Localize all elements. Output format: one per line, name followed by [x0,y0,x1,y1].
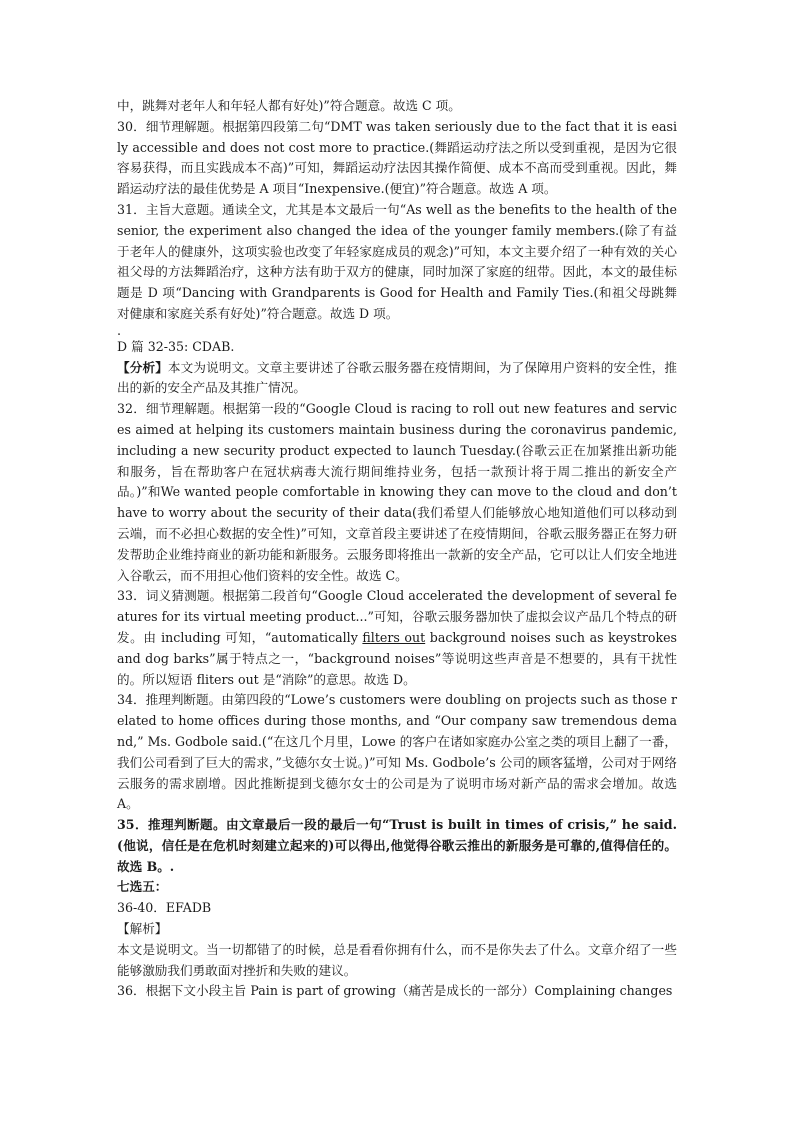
answer-35: 35．推理判断题。由文章最后一段的最后一句“Trust is built in times of crisis,” he said.(他说，信任是在危机时刻建立起来的)可以得出,他觉得谷歌云推出的新服务是可靠的,值得信任的。故选 B。. [117,817,677,874]
section-d-answers: D 篇 32-35: CDAB. [117,338,235,354]
answer-34: 34．推理判断题。由第四段的“Lowe’s customers were doubling on projects such as those related to home offices during those months, and “Our company saw tremendous demand,” Ms. Godbole said.(“在这几个月里，Lowe 的客户在诸如家庭办公室之类的项目上翻了一番，我们公司看到了巨大的需求，”戈德尔女士说。)”可知 Ms. Godbole’s 公司的顾客猛增，公司对于网络云服务的需求剧增。因此推断提到戈德尔女士的公司是为了说明市场对新产品的需求会增加。故选 A。 [117,692,677,812]
explanation-label: 【解析】 [117,921,168,937]
answer-30: 30．细节理解题。根据第四段第二句“DMT was taken seriously due to the fact that it is easily accessible and does not cost more to practice.(舞蹈运动疗法之所以受到重视，是因为它很容易获得，而且实践成本不高)”可知，舞蹈运动疗法因其操作简便、成本不高而受到重视。因此，舞蹈运动疗法的最佳优势是 A 项目“Inexpensive.(便宜)”符合题意。故选 A 项。 [117,118,677,197]
answer-33-part-b: background noises such as keystrokes and dog barks”属于特点之一，“background noises”等说明这些声音是不想要的，具有干扰性的。所以短语 fliters out 是“消除”的意思。故选 D。 [117,629,678,687]
answer-33-part-a: 33．词义猜测题。根据第二段首句“Google Cloud accelerated the development of several features for its virtual meeting product...”可知，谷歌云服务器加快了虚拟会议产品几个特点的研发。由 including 可知，“automatically [117,588,677,645]
section-answers-36-40: 36-40．EFADB [117,900,212,916]
section-heading-seven-choose-five: 七选五： [117,879,168,895]
analysis-paragraph [117,358,677,400]
analysis-text: 本文为说明文。文章主要讲述了谷歌云服务器在疫情期间，为了保障用户资料的安全性，推出的新的安全产品及其推广情况。 [117,359,678,396]
answer-36: 36．根据下文小段主旨 Pain is part of growing（痛苦是成长的一部分）Complaining changes [117,983,673,999]
explanation-summary: 本文是说明文。当一切都错了的时候，总是看看你拥有什么，而不是你失去了什么。文章介绍了一些能够激励我们勇敢面对挫折和失败的建议。 [117,941,677,978]
stray-dot: . [117,322,122,338]
answer-33 [117,586,677,690]
paragraph-continued: 中，跳舞对老年人和年轻人都有好处)”符合题意。故选 C 项。 [117,98,461,113]
document-page [117,96,677,1002]
analysis-label: 【分析】 [117,359,168,375]
answer-31: 31．主旨大意题。通读全文，尤其是本文最后一句“As well as the benefits to the health of the senior, the experiment also changed the idea of the younger family members.(除了有益于老年人的健康外，这项实验也改变了年轻家庭成员的观念)”可知，本文主要介绍了一种有效的关心祖父母的方法舞蹈治疗，这种方法有助于双方的健康，同时加深了家庭的纽带。因此，本文的最佳标题是 D 项“Dancing with Grandparents is Good for Health and Family Ties.(和祖父母跳舞对健康和家庭关系有好处)”符合题意。故选 D 项。 [117,201,677,321]
answer-32: 32．细节理解题。根据第一段的“Google Cloud is racing to roll out new features and services aimed at helping its customers maintain business during the coronavirus pandemic, including a new security product expected to launch Tuesday.(谷歌云正在加紧推出新功能和服务，旨在帮助客户在冠状病毒大流行期间维持业务，包括一款预计将于周二推出的新安全产品。)”和We wanted people comfortable in knowing they can move to the cloud and don’t have to worry about the security of their data(我们希望人们能够放心地知道他们可以移动到云端，而不必担心数据的安全性)”可知，文章首段主要讲述了在疫情期间，谷歌云服务器正在努力研发帮助企业维持商业的新功能和新服务。云服务即将推出一款新的安全产品，它可以让人们安全地进入谷歌云，而不用担心他们资料的安全性。故选 C。 [117,401,677,583]
underlined-phrase: filters out [362,629,426,645]
